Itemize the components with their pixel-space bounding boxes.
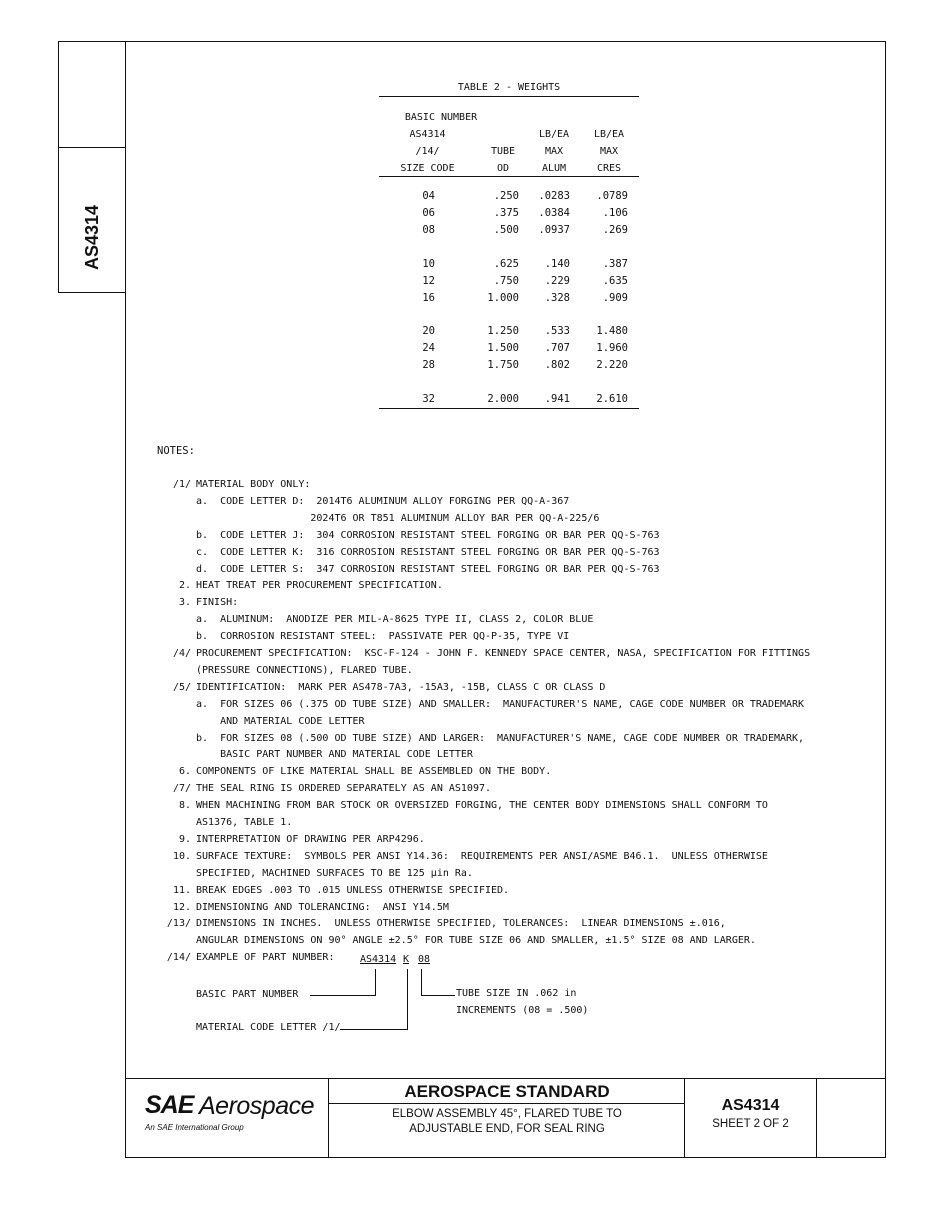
note-text: INTERPRETATION OF DRAWING PER ARP4296. [196,833,425,845]
example-size: 08 [418,954,431,965]
table-cell: .909 [602,292,628,304]
note-text: SURFACE TEXTURE: SYMBOLS PER ANSI Y14.36: REQUIREMENTS PER ANSI/ASME B46.1. UNLESS OTHERWISE [196,850,768,862]
leader-letter-h [340,1029,408,1030]
table-cell: 08 [422,224,435,236]
header-cres [586,126,632,177]
table-top-rule [379,96,639,97]
note-text: IDENTIFICATION: MARK PER AS478-7A3, -15A3, -15B, CLASS C OR CLASS D [196,681,606,693]
note-text: c. CODE LETTER K: 316 CORROSION RESISTANT STEEL FORGING OR BAR PER QQ-S-763 [196,546,660,558]
sheet-number: SHEET 2 OF 2 [712,1118,789,1130]
table-cell: .625 [493,258,519,270]
table-cell: .229 [544,275,570,287]
note-text: THE SEAL RING IS ORDERED SEPARATELY AS AN AS1097. [196,783,492,795]
note-number: 3. [178,597,191,609]
header-line: CRES [596,163,622,174]
table-cell: 12 [422,275,435,287]
note-text: (PRESSURE CONNECTIONS), FLARED TUBE. [196,664,413,676]
note-number: 9. [178,833,191,845]
table-cell: .106 [602,207,628,219]
table-cell: 24 [422,342,435,354]
header-line: MAX [599,146,619,157]
title-block [125,1078,886,1158]
table-cell: 2.610 [596,393,628,405]
table-cell: .0789 [596,190,628,202]
header-line: MAX [544,146,564,157]
table-cell: .328 [544,292,570,304]
note-number: /7/ [172,783,191,795]
header-alum [531,126,577,177]
example-letter: K [403,954,410,965]
side-tab-label [65,192,121,282]
table-cell: 1.250 [487,325,519,337]
note-number: 11. [172,884,191,896]
note-text: COMPONENTS OF LIKE MATERIAL SHALL BE ASSEMBLED ON THE BODY. [196,766,552,778]
example-material-label: MATERIAL CODE LETTER /1/ [196,1022,341,1033]
header-basic-number-2 [385,126,470,177]
note-text: WHEN MACHINING FROM BAR STOCK OR OVERSIZED FORGING, THE CENTER BODY DIMENSIONS SHALL CONFORM TO [196,800,768,812]
table-cell: .0283 [538,190,570,202]
header-line: LB/EA [538,129,570,140]
note-number: /4/ [172,648,191,659]
note-text: BREAK EDGES .003 TO .015 UNLESS OTHERWISE SPECIFIED. [196,884,510,896]
table-cell: 06 [422,207,435,219]
note-text: a. FOR SIZES 06 (.375 OD TUBE SIZE) AND SMALLER: MANUFACTURER'S NAME, CAGE CODE NUMBER OR TRADEMARK [196,698,805,710]
note-number: 6. [178,766,191,778]
note-text: AND MATERIAL CODE LETTER [196,715,365,727]
table-bottom-rule [379,408,639,409]
note-number: /5/ [172,681,191,693]
table-cell: .375 [493,207,519,219]
note-text: SPECIFIED, MACHINED SURFACES TO BE 125 µin Ra. [196,867,473,879]
note-text: a. ALUMINUM: ANODIZE PER MIL-A-8625 TYPE II, CLASS 2, COLOR BLUE [196,614,594,626]
header-line: OD [496,163,510,174]
note-text: BASIC PART NUMBER AND MATERIAL CODE LETTER [196,749,473,761]
table-cell: .635 [602,275,628,287]
table-cell: .500 [493,224,519,236]
note-text: b. FOR SIZES 08 (.500 OD TUBE SIZE) AND LARGER: MANUFACTURER'S NAME, CAGE CODE NUMBER OR TRADEMARK, [196,732,805,744]
table-cell: .269 [602,224,628,236]
table-cell: 1.960 [596,342,628,354]
side-tab-divider [59,147,126,148]
note-number: /1/ [172,479,191,490]
note-text: DIMENSIONING AND TOLERANCING: ANSI Y14.5M [196,901,449,913]
leader-size-h [421,995,455,996]
doc-title-line-2: ADJUSTABLE END, FOR SEAL RING [409,1123,605,1135]
table-cell: .941 [544,393,570,405]
table-cell: .802 [544,359,570,371]
note-text: AS1376, TABLE 1. [196,817,293,828]
table-cell: 16 [422,292,435,304]
note-text: d. CODE LETTER S: 347 CORROSION RESISTANT STEEL FORGING OR BAR PER QQ-S-763 [196,563,660,575]
note-text: a. CODE LETTER D: 2014T6 ALUMINUM ALLOY FORGING PER QQ-A-367 [196,495,570,507]
example-part: AS4314 [360,954,397,965]
note-number: 8. [178,800,191,812]
notes-heading: NOTES: [157,445,195,457]
side-tab [58,41,126,293]
header-line: SIZE CODE [400,163,455,174]
sae-logo: SAE [145,1091,194,1119]
leader-letter [407,969,408,1030]
table-cell: 1.480 [596,325,628,337]
side-doc-number: AS4314 [82,204,103,270]
note-text: MATERIAL BODY ONLY: [196,479,311,490]
note-number: 12. [172,901,191,913]
table-cell: 1.750 [487,359,519,371]
table-cell: .533 [544,325,570,337]
example-basic-label: BASIC PART NUMBER [196,989,299,1000]
note-text: EXAMPLE OF PART NUMBER: [196,952,335,964]
note-number: /13/ [166,918,191,930]
leader-part-h [310,995,376,996]
standard-heading: AEROSPACE STANDARD [404,1082,610,1101]
table-cell: .707 [544,342,570,354]
note-number: 10. [172,850,191,862]
note-text: b. CODE LETTER J: 304 CORROSION RESISTANT STEEL FORGING OR BAR PER QQ-S-763 [196,529,660,541]
logo-subtitle: An SAE International Group [145,1123,244,1132]
table-cell: 2.000 [487,393,519,405]
header-line: ALUM [541,163,567,174]
header-line: BASIC NUMBER [404,112,478,123]
note-number: 2. [178,580,191,592]
note-text: DIMENSIONS IN INCHES. UNLESS OTHERWISE SPECIFIED, TOLERANCES: LINEAR DIMENSIONS ±.016, [196,918,726,930]
note-text: PROCUREMENT SPECIFICATION: KSC-F-124 - JOHN F. KENNEDY SPACE CENTER, NASA, SPECIFICATION FOR FITTINGS [196,648,811,659]
table-cell: 1.500 [487,342,519,354]
header-line: LB/EA [593,129,625,140]
table-cell: .0937 [538,224,570,236]
leader-part [375,969,376,996]
note-text: b. CORROSION RESISTANT STEEL: PASSIVATE PER QQ-P-35, TYPE VI [196,631,570,643]
note-text: HEAT TREAT PER PROCUREMENT SPECIFICATION. [196,580,443,592]
table-cell: 2.220 [596,359,628,371]
note-number: /14/ [166,952,191,964]
title-block-rule [329,1103,685,1104]
title-block-divider [816,1079,817,1158]
table-cell: 04 [422,190,435,202]
table-cell: .140 [544,258,570,270]
table-cell: .0384 [538,207,570,219]
table-cell: 32 [422,393,435,405]
table-cell: .750 [493,275,519,287]
header-line: AS4314 [409,129,446,140]
table-title: TABLE 2 - WEIGHTS [457,82,561,93]
table-cell: 1.000 [487,292,519,304]
example-tube-label-1: TUBE SIZE IN .062 in [456,988,577,999]
example-tube-label-2: INCREMENTS (08 = .500) [456,1005,589,1016]
header-line: /14/ [415,146,440,157]
table-cell: 20 [422,325,435,337]
doc-title-line-1: ELBOW ASSEMBLY 45°, FLARED TUBE TO [392,1108,622,1120]
table-cell: 28 [422,359,435,371]
note-text: 2024T6 OR T851 ALUMINUM ALLOY BAR PER QQ-A-225/6 [196,512,600,524]
header-basic-number [382,109,500,126]
note-text: FINISH: [196,597,239,609]
leader-size [421,969,422,996]
note-text: ANGULAR DIMENSIONS ON 90° ANGLE ±2.5° FOR TUBE SIZE 06 AND SMALLER, ±1.5° SIZE 08 AND LARGER. [196,935,756,947]
table-cell: .250 [493,190,519,202]
header-line: TUBE [490,146,516,157]
doc-number: AS4314 [721,1097,780,1114]
table-cell: 10 [422,258,435,270]
aerospace-logo: Aerospace [199,1092,315,1120]
table-cell: .387 [602,258,628,270]
header-tube-od [483,143,523,177]
